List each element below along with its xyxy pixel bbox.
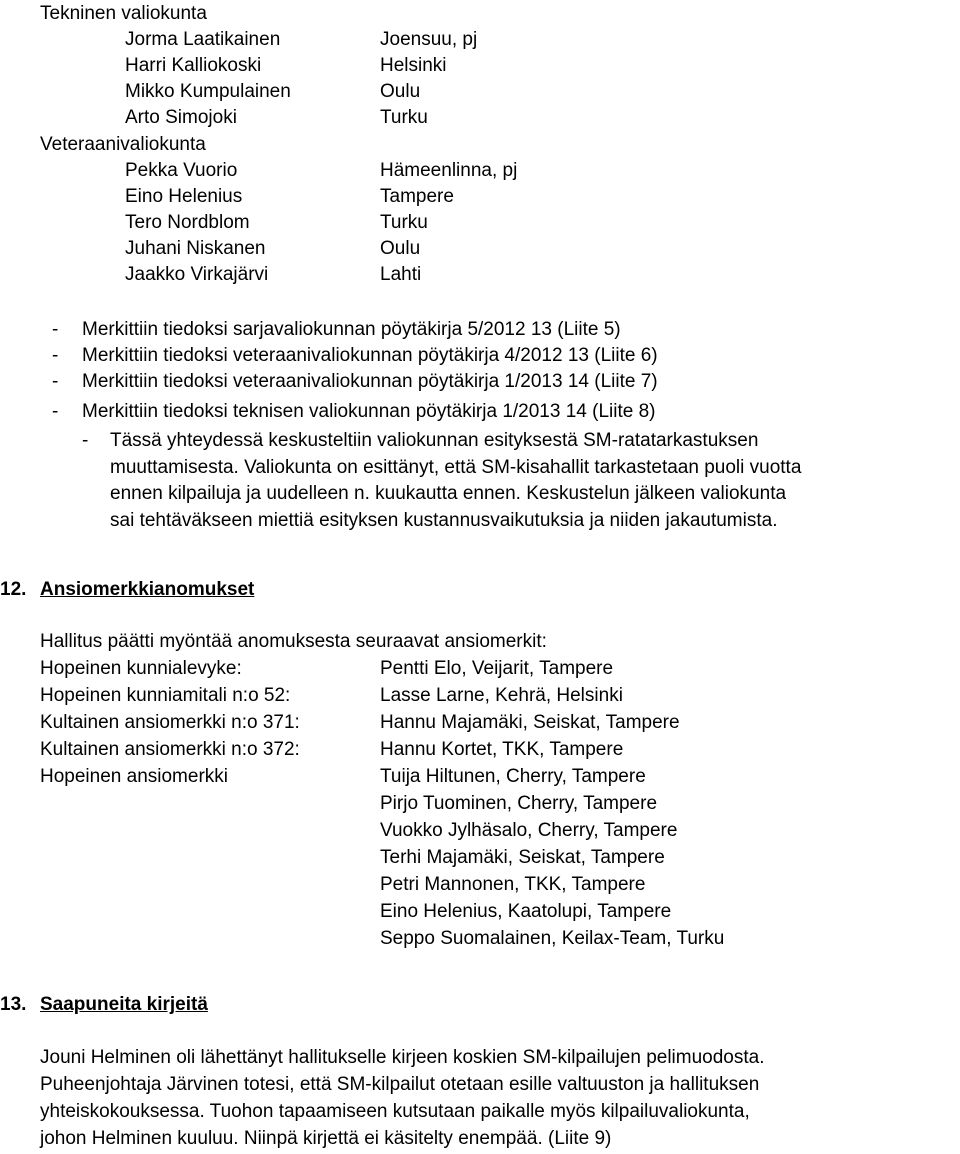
award-name: Kultainen ansiomerkki n:o 371:: [40, 712, 300, 733]
award-recipient: Terhi Majamäki, Seiskat, Tampere: [380, 847, 665, 868]
award-name: Hopeinen kunniamitali n:o 52:: [40, 685, 291, 706]
tech-member-place: Joensuu, pj: [380, 29, 478, 50]
award-recipient: Hannu Kortet, TKK, Tampere: [380, 739, 624, 760]
award-recipient: Lasse Larne, Kehrä, Helsinki: [380, 685, 623, 706]
tech-member-name: Jorma Laatikainen: [125, 29, 281, 50]
veteran-member-place: Turku: [380, 212, 428, 233]
note-item: Merkittiin tiedoksi veteraanivaliokunnan pöytäkirja 4/2012 13 (Liite 6): [82, 345, 658, 366]
veteran-member-name: Juhani Niskanen: [125, 238, 266, 259]
award-recipient: Pentti Elo, Veijarit, Tampere: [380, 658, 614, 679]
section13-number: 13.: [0, 994, 27, 1015]
award-recipient: Pirjo Tuominen, Cherry, Tampere: [380, 793, 658, 814]
tech-member-name: Arto Simojoki: [125, 107, 237, 128]
award-recipient: Hannu Majamäki, Seiskat, Tampere: [380, 712, 680, 733]
veteran-committee-heading: Veteraanivaliokunta: [40, 134, 206, 155]
section13-line: Jouni Helminen oli lähettänyt hallitukselle kirjeen koskien SM-kilpailujen pelimuodosta.: [40, 1047, 765, 1068]
note-item: Merkittiin tiedoksi veteraanivaliokunnan pöytäkirja 1/2013 14 (Liite 7): [82, 371, 658, 392]
veteran-member-place: Lahti: [380, 264, 422, 285]
award-name: Hopeinen ansiomerkki: [40, 766, 228, 787]
section13-line: Puheenjohtaja Järvinen totesi, että SM-kilpailut otetaan esille valtuuston ja hallituksen: [40, 1074, 760, 1095]
award-recipient: Petri Mannonen, TKK, Tampere: [380, 874, 646, 895]
section13-title: Saapuneita kirjeitä: [40, 994, 208, 1015]
tech-committee-heading: Tekninen valiokunta: [40, 3, 207, 24]
veteran-member-name: Jaakko Virkajärvi: [125, 264, 269, 285]
award-recipient: Tuija Hiltunen, Cherry, Tampere: [380, 766, 646, 787]
note-item: Merkittiin tiedoksi teknisen valiokunnan pöytäkirja 1/2013 14 (Liite 8): [82, 401, 656, 422]
section12-title: Ansiomerkkianomukset: [40, 579, 255, 600]
note-sub-line: ennen kilpailuja ja uudelleen n. kuukautta ennen. Keskustelun jälkeen valiokunta: [110, 483, 787, 504]
section12-intro: Hallitus päätti myöntää anomuksesta seuraavat ansiomerkit:: [40, 631, 547, 652]
tech-member-place: Oulu: [380, 81, 421, 102]
veteran-member-place: Tampere: [380, 186, 454, 207]
tech-member-place: Helsinki: [380, 55, 447, 76]
note-dash: -: [52, 345, 59, 366]
note-sub-line: muuttamisesta. Valiokunta on esittänyt, että SM-kisahallit tarkastetaan puoli vuotta: [110, 457, 802, 478]
note-dash: -: [52, 319, 59, 340]
veteran-member-place: Oulu: [380, 238, 421, 259]
note-sub-dash: -: [82, 430, 89, 451]
award-recipient: Vuokko Jylhäsalo, Cherry, Tampere: [380, 820, 678, 841]
award-recipient: Seppo Suomalainen, Keilax-Team, Turku: [380, 928, 725, 949]
veteran-member-place: Hämeenlinna, pj: [380, 160, 518, 181]
note-dash: -: [52, 401, 59, 422]
award-recipient: Eino Helenius, Kaatolupi, Tampere: [380, 901, 672, 922]
section13-line: johon Helminen kuuluu. Niinpä kirjettä ei käsitelty enempää. (Liite 9): [40, 1128, 612, 1149]
tech-member-name: Mikko Kumpulainen: [125, 81, 291, 102]
tech-member-place: Turku: [380, 107, 428, 128]
award-name: Kultainen ansiomerkki n:o 372:: [40, 739, 300, 760]
note-sub-line: sai tehtäväkseen miettiä esityksen kustannusvaikutuksia ja niiden jakautumista.: [110, 510, 778, 531]
tech-member-name: Harri Kalliokoski: [125, 55, 262, 76]
veteran-member-name: Tero Nordblom: [125, 212, 250, 233]
note-item: Merkittiin tiedoksi sarjavaliokunnan pöytäkirja 5/2012 13 (Liite 5): [82, 319, 621, 340]
note-dash: -: [52, 371, 59, 392]
section13-line: yhteiskokouksessa. Tuohon tapaamiseen kutsutaan paikalle myös kilpailuvaliokunta,: [40, 1101, 750, 1122]
veteran-member-name: Pekka Vuorio: [125, 160, 238, 181]
award-name: Hopeinen kunnialevyke:: [40, 658, 242, 679]
veteran-member-name: Eino Helenius: [125, 186, 243, 207]
note-sub-line: Tässä yhteydessä keskusteltiin valiokunnan esityksestä SM-ratatarkastuksen: [110, 430, 759, 451]
section12-number: 12.: [0, 579, 27, 600]
